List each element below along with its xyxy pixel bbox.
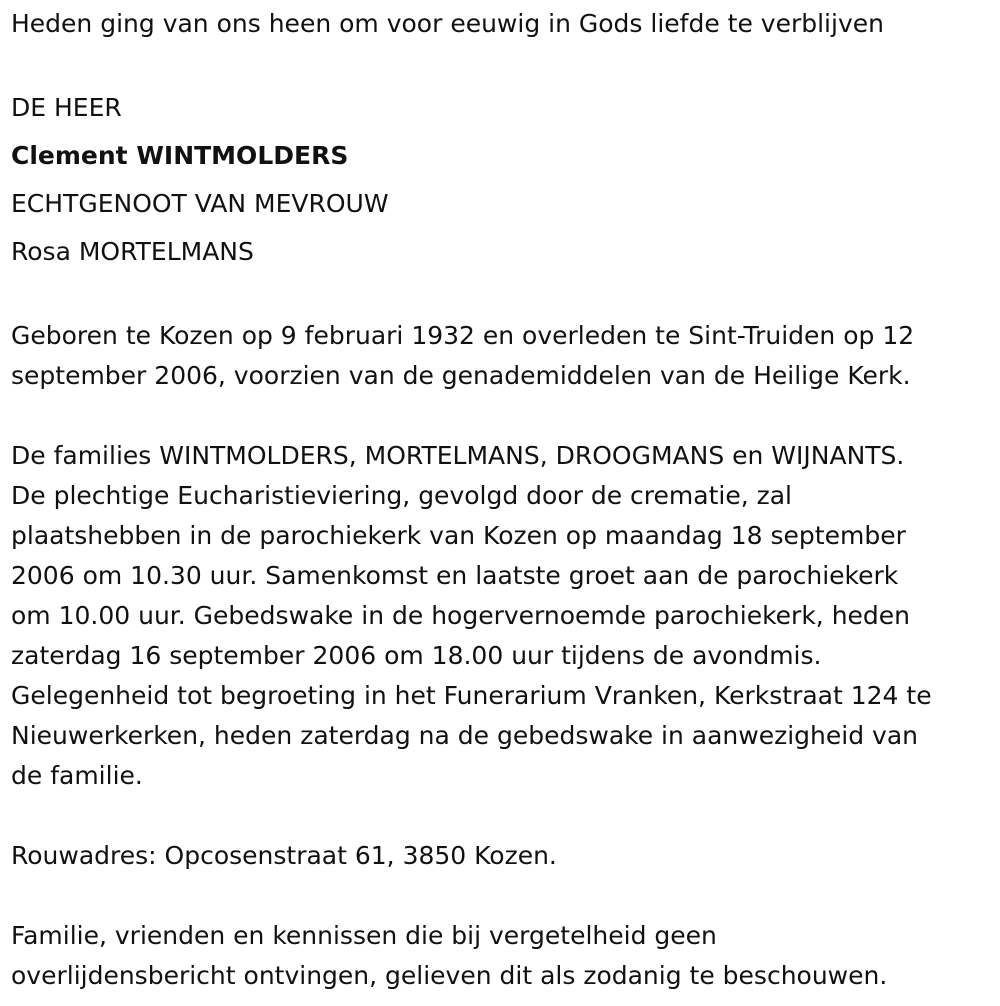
- spacer: [11, 44, 996, 84]
- paragraph-line: Familie, vrienden en kennissen die bij vergetelheid geen: [11, 921, 717, 950]
- spouse-name: Rosa MORTELMANS: [11, 237, 254, 266]
- spacer: [11, 876, 996, 916]
- closing-paragraph: [11, 916, 996, 996]
- paragraph-line: De families WINTMOLDERS, MORTELMANS, DROOGMANS en WIJNANTS.: [11, 441, 905, 470]
- spacer: [11, 396, 996, 436]
- paragraph-line: plaatshebben in de parochiekerk van Kozen op maandag 18 september: [11, 521, 906, 550]
- paragraph-line: zaterdag 16 september 2006 om 18.00 uur tijdens de avondmis.: [11, 641, 822, 670]
- paragraph-line: overlijdensbericht ontvingen, gelieven dit als zodanig te beschouwen.: [11, 961, 888, 990]
- paragraph-line: september 2006, voorzien van de genademiddelen van de Heilige Kerk.: [11, 361, 911, 390]
- spouse-label: ECHTGENOOT VAN MEVROUW: [11, 189, 389, 218]
- paragraph-line: om 10.00 uur. Gebedswake in de hogervernoemde parochiekerk, heden: [11, 601, 911, 630]
- paragraph-line: Gelegenheid tot begroeting in het Funerarium Vranken, Kerkstraat 124 te: [11, 681, 932, 710]
- paragraph-line: De plechtige Eucharistieviering, gevolgd door de crematie, zal: [11, 481, 792, 510]
- deceased-block: [11, 84, 996, 276]
- paragraph-line: Nieuwerkerken, heden zaterdag na de gebedswake in aanwezigheid van: [11, 721, 918, 750]
- paragraph-line: 2006 om 10.30 uur. Samenkomst en laatste groet aan de parochiekerk: [11, 561, 899, 590]
- paragraph-line: Geboren te Kozen op 9 februari 1932 en overleden te Sint-Truiden op 12: [11, 321, 915, 350]
- obituary-notice: [11, 4, 996, 996]
- deceased-name: Clement WINTMOLDERS: [11, 141, 349, 170]
- honorific-title: DE HEER: [11, 93, 122, 122]
- birth-death-paragraph: [11, 316, 996, 396]
- spacer: [11, 796, 996, 836]
- mourning-address: Rouwadres: Opcosenstraat 61, 3850 Kozen.: [11, 841, 557, 870]
- intro-line: Heden ging van ons heen om voor eeuwig in Gods liefde te verblijven: [11, 9, 884, 38]
- paragraph-line: de familie.: [11, 761, 143, 790]
- families-ceremony-paragraph: [11, 436, 996, 796]
- spacer: [11, 276, 996, 316]
